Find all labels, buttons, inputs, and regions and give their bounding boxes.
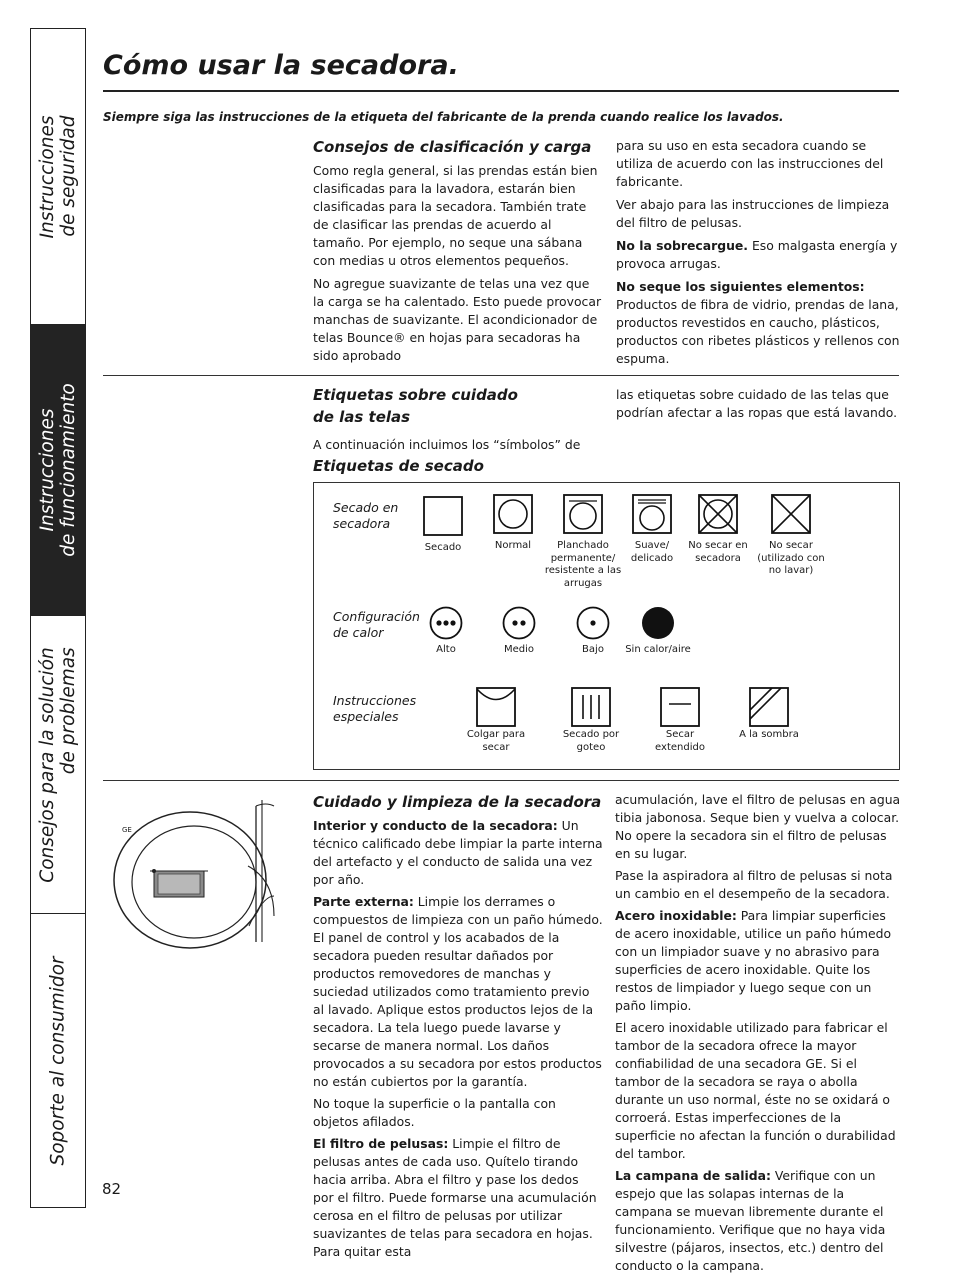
page-number: 82 [102, 1180, 122, 1198]
symbol-caption: No secar en secadora [688, 540, 748, 564]
care-paragraph: El acero inoxidable utilizado para fabricar el tambor de la secadora ofrece la mayor confiabilidad de una secadora GE. Si el tambor de la secadora se raya o abolla durante un uso normal, éste no se oxidará o corroerá. Estas imperfecciones de la superficie no afectan la función o durabilidad del tambor. [615, 1020, 896, 1161]
bold-lead: No seque los siguientes elementos: [616, 279, 865, 294]
tab-operating-instructions[interactable] [31, 325, 85, 616]
permanent-press-icon [562, 493, 604, 535]
sorting-heading: Consejos de clasificación y carga [313, 138, 592, 156]
tab-safety-instructions[interactable] [31, 29, 85, 325]
heat-low-icon [575, 605, 611, 641]
row-label-tumble-dry: Secado en secadora [333, 500, 399, 531]
symbol-delicate [617, 493, 687, 565]
sorting-paragraph: Ver abajo para las instrucciones de limpieza del filtro de pelusas. [616, 197, 890, 230]
paragraph-text: Para limpiar superficies de acero inoxidable, utilice un paño húmedo con un limpiador suave y no abrasivo para superficies de acero inoxidable. Quite los restos de limpiador y luego seque con un paño limpio. [615, 908, 892, 1013]
sorting-paragraph: No agregue suavizante de telas una vez que la carga se ha calentado. Esto puede provocar manchas de suavizante. El acondicionador de telas Bounce® en hojas para secadoras ha sido aprobado [313, 276, 602, 363]
symbol-caption: Planchado permanente/ resistente a las arrugas [544, 540, 622, 589]
drying-symbols-table [313, 482, 900, 770]
symbol-caption: No secar (utilizado con no lavar) [757, 540, 825, 576]
bold-lead: No la sobrecargue. [616, 238, 749, 253]
heat-high-icon [428, 605, 464, 641]
paragraph-text: Un técnico calificado debe limpiar la parte interna del artefacto y el conducto de salida una vez por año. [313, 818, 603, 887]
symbol-do-not-dry [754, 493, 828, 578]
symbol-do-not-tumble-dry [683, 493, 753, 565]
tab-label-line1: Consejos para la solución [37, 646, 58, 883]
paragraph-text: Productos de fibra de vidrio, prendas de lana, productos revestidos en caucho, plásticos, productos con ribetes plásticos y rellenos con espuma. [616, 297, 900, 366]
symbol-caption: Normal [494, 540, 532, 551]
symbol-caption: Colgar para secar [466, 729, 526, 753]
tab-label-line2: de funcionamiento [58, 383, 79, 557]
care-paragraph: Pase la aspiradora al filtro de pelusas si nota un cambio en el desempeño de la secadora. [615, 868, 893, 901]
symbol-drip-dry [555, 686, 627, 754]
dry-flat-icon [659, 686, 701, 728]
tab-consumer-support[interactable] [31, 914, 85, 1207]
page-title: Cómo usar la secadora. [103, 50, 459, 81]
symbol-no-heat [622, 605, 694, 657]
symbol-caption: Medio [503, 644, 535, 655]
do-not-tumble-dry-icon [697, 493, 739, 535]
labels-col-right [616, 386, 901, 422]
symbol-caption: Secado por goteo [562, 729, 620, 753]
symbol-caption: Alto [436, 644, 456, 655]
sorting-paragraph: para su uso en esta secadora cuando se utiliza de acuerdo con las instrucciones del fabricante. [616, 138, 884, 189]
labels-heading: Etiquetas sobre cuidado de las telas [313, 386, 518, 426]
heat-medium-icon [501, 605, 537, 641]
tab-label-line1: Instrucciones [37, 408, 58, 532]
tab-label-line1: Soporte al consumidor [47, 955, 69, 1166]
symbol-permanent-press [544, 493, 622, 590]
section-divider [103, 780, 899, 781]
row-label-heat-setting: Configuración de calor [333, 609, 420, 640]
title-rule [103, 90, 899, 92]
sorting-paragraph: Como regla general, si las prendas están bien clasificadas para la lavadora, estarán bien clasificadas para la secadora. También trate de clasificar las prendas de acuerdo al tamaño. Por ejemplo, no seque una sábana con medias u otros elementos pequeños. [313, 163, 598, 268]
tab-troubleshooting[interactable] [31, 616, 85, 914]
symbol-caption: Secar extendido [655, 729, 705, 753]
line-dry-icon [475, 686, 517, 728]
tumble-dry-icon [422, 495, 464, 537]
symbol-line-dry [461, 686, 531, 754]
paragraph-text: Eso malgasta energía y provoca arrugas. [616, 238, 898, 271]
bold-lead: La campana de salida: [615, 1168, 771, 1183]
tab-label-line2: de seguridad [58, 115, 79, 237]
bold-lead: El filtro de pelusas: [313, 1136, 449, 1151]
symbol-caption: Sin calor/aire [625, 644, 691, 655]
no-heat-icon [640, 605, 676, 641]
symbol-heat-medium [489, 605, 549, 657]
row-label-special-instructions: Instrucciones especiales [333, 693, 417, 724]
care-col-left [313, 791, 603, 1261]
paragraph-text: Limpie el filtro de pelusas antes de cada uso. Quítelo tirando hacia arriba. Abra el filtro y pase los dedos por el filtro. Puede formarse una acumulación cerosa en el filtro de pelusas por utilizar suavizantes de telas para secadora en hojas. Para quitar esta [313, 1136, 597, 1259]
drip-dry-icon [570, 686, 612, 728]
do-not-dry-icon [768, 493, 814, 535]
tab-label-line1: Instrucciones [37, 115, 58, 238]
bold-lead: Acero inoxidable: [615, 908, 737, 923]
section-divider [103, 375, 899, 376]
sorting-col-right [616, 137, 900, 368]
dry-in-shade-icon [748, 686, 790, 728]
labels-paragraph: A continuación incluimos los “símbolos” de [313, 437, 581, 452]
svg-text:GE: GE [122, 826, 132, 834]
sorting-col-left [313, 136, 603, 365]
paragraph-text: Limpie los derrames o compuestos de limpieza con un paño húmedo. El panel de control y los acabados de la secadora pueden resultar dañados por productos removedores de manchas y suciedad utilizados como tratamiento previo al lavado. Aplique estos productos lejos de la secadora. La tela luego puede lavarse y secarse de manera normal. Los daños provocados a su secadora por estos productos no están cubiertos por la garantía. [313, 894, 603, 1089]
symbol-dry-flat [644, 686, 716, 754]
symbol-caption: A la sombra [739, 729, 799, 740]
symbol-caption: Secado [424, 542, 462, 553]
delicate-icon [631, 493, 673, 535]
care-heading: Cuidado y limpieza de la secadora [313, 793, 602, 811]
labels-col-left [313, 384, 583, 481]
labels-paragraph: las etiquetas sobre cuidado de las telas que podrían afectar a las ropas que está lavando. [616, 387, 898, 420]
symbol-caption: Bajo [582, 644, 604, 655]
tumble-normal-icon [492, 493, 534, 535]
bold-lead: Parte externa: [313, 894, 414, 909]
sidebar [30, 28, 86, 1208]
care-col-right [615, 791, 905, 1275]
paragraph-text: Verifique con un espejo que las solapas internas de la campana se muevan libremente durante el funcionamiento. Verifique que no haya vida silvestre (pájaros, insectos, etc.) dentro del conducto o la campana. [615, 1168, 886, 1273]
symbol-heat-low [563, 605, 623, 657]
dryer-lint-filter-illustration [108, 796, 278, 951]
symbol-heat-high [416, 605, 476, 657]
tab-label-line2: de problemas [58, 646, 79, 774]
symbol-caption: Suave/ delicado [630, 540, 674, 564]
sorting-paragraph [616, 237, 900, 273]
drying-labels-heading: Etiquetas de secado [313, 457, 484, 475]
symbol-normal [478, 493, 548, 553]
bold-lead: Interior y conducto de la secadora: [313, 818, 558, 833]
intro-note: Siempre siga las instrucciones de la etiqueta del fabricante de la prenda cuando realice los lavados. [103, 110, 784, 124]
care-paragraph: No toque la superficie o la pantalla con objetos afilados. [313, 1096, 556, 1129]
symbol-dry-in-shade [733, 686, 805, 742]
symbol-tumble-dry [408, 495, 478, 555]
care-paragraph: acumulación, lave el filtro de pelusas en agua tibia jabonosa. Seque bien y vuelva a colocar. No opere la secadora sin el filtro de pelusas en su lugar. [615, 792, 901, 861]
